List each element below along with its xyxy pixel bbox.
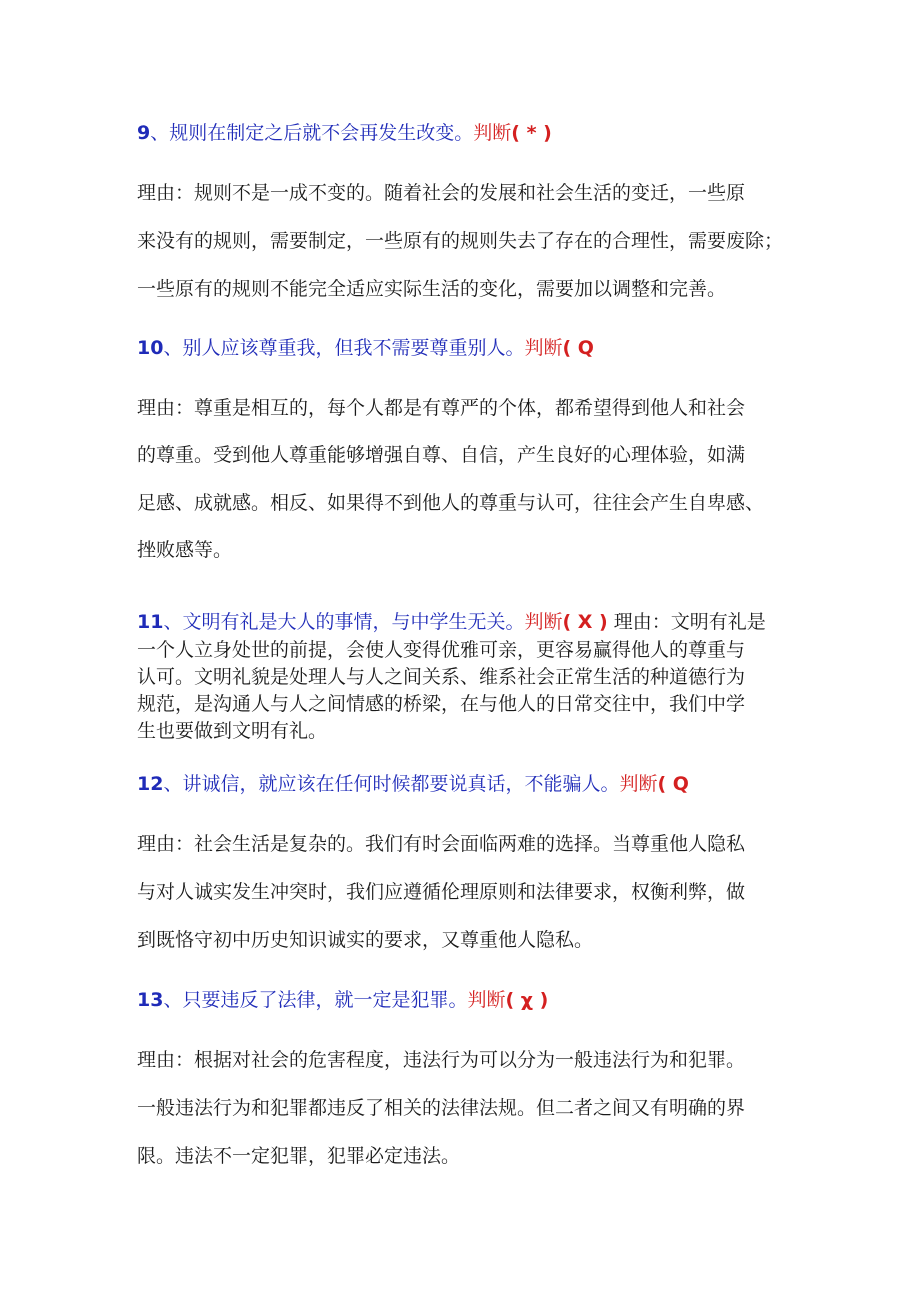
judge-label: 判断 xyxy=(524,337,563,359)
reason-line: 到既恪守初中历史知识诚实的要求，又尊重他人隐私。 xyxy=(137,929,594,951)
judge-mark: ( X ) xyxy=(562,611,608,633)
reason-inline: 理由：文明有礼是 xyxy=(613,611,766,633)
question-10 xyxy=(137,336,594,360)
reason-line: 生也要做到文明有礼。 xyxy=(137,720,328,742)
judge-mark: ( Q xyxy=(657,773,689,795)
question-number: 11 xyxy=(137,611,164,633)
question-12 xyxy=(137,772,689,796)
question-number: 9 xyxy=(137,122,151,144)
reason-line: 足感、成就感。相反、如果得不到他人的尊重与认可，往往会产生自卑感、 xyxy=(137,492,765,514)
reason-line: 与对人诚实发生冲突时，我们应遵循伦理原则和法律要求，权衡利弊，做 xyxy=(137,881,746,903)
judge-mark: ( * ) xyxy=(511,122,552,144)
question-separator: 、 xyxy=(163,337,183,359)
question-number: 10 xyxy=(137,337,164,359)
judge-label: 判断 xyxy=(467,989,506,1011)
question-separator: 、 xyxy=(163,611,183,633)
question-text: 只要违反了法律，就一定是犯罪。 xyxy=(182,989,468,1011)
question-separator: 、 xyxy=(150,122,170,144)
question-text: 讲诚信，就应该在任何时候都要说真话，不能骗人。 xyxy=(182,773,620,795)
reason-line: 认可。文明礼貌是处理人与人之间关系、维系社会正常生活的种道德行为 xyxy=(137,666,746,688)
reason-line: 的尊重。受到他人尊重能够增强自尊、自信，产生良好的心理体验，如满 xyxy=(137,444,746,466)
question-separator: 、 xyxy=(163,989,183,1011)
reason-line: 一般违法行为和犯罪都违反了相关的法律法规。但二者之间又有明确的界 xyxy=(137,1097,746,1119)
reason-line: 挫败感等。 xyxy=(137,539,233,561)
question-9 xyxy=(137,121,552,145)
judge-mark: ( χ ) xyxy=(505,989,549,1011)
question-text: 文明有礼是大人的事情，与中学生无关。 xyxy=(182,611,525,633)
question-number: 12 xyxy=(137,773,164,795)
question-separator: 、 xyxy=(163,773,183,795)
question-13 xyxy=(137,988,548,1012)
reason-line: 一个人立身处世的前提，会使人变得优雅可亲，更容易赢得他人的尊重与 xyxy=(137,639,746,661)
reason-line: 限。违法不一定犯罪，犯罪必定违法。 xyxy=(137,1145,461,1167)
reason-line: 理由：规则不是一成不变的。随着社会的发展和社会生活的变迁，一些原 xyxy=(137,182,746,204)
question-text: 别人应该尊重我，但我不需要尊重别人。 xyxy=(182,337,525,359)
reason-line: 来没有的规则，需要制定，一些原有的规则失去了存在的合理性，需要废除； xyxy=(137,230,784,252)
reason-line: 一些原有的规则不能完全适应实际生活的变化，需要加以调整和完善。 xyxy=(137,278,727,300)
reason-line: 规范，是沟通人与人之间情感的桥梁，在与他人的日常交往中，我们中学 xyxy=(137,693,746,715)
judge-mark: ( Q xyxy=(562,337,594,359)
judge-label: 判断 xyxy=(619,773,658,795)
reason-line: 理由：尊重是相互的，每个人都是有尊严的个体，都希望得到他人和社会 xyxy=(137,397,746,419)
judge-label: 判断 xyxy=(473,122,512,144)
reason-line: 理由：社会生活是复杂的。我们有时会面临两难的选择。当尊重他人隐私 xyxy=(137,833,746,855)
reason-line: 理由：根据对社会的危害程度，违法行为可以分为一般违法行为和犯罪。 xyxy=(137,1049,746,1071)
question-number: 13 xyxy=(137,989,164,1011)
question-11 xyxy=(137,610,766,634)
question-text: 规则在制定之后就不会再发生改变。 xyxy=(169,122,474,144)
judge-label: 判断 xyxy=(524,611,563,633)
